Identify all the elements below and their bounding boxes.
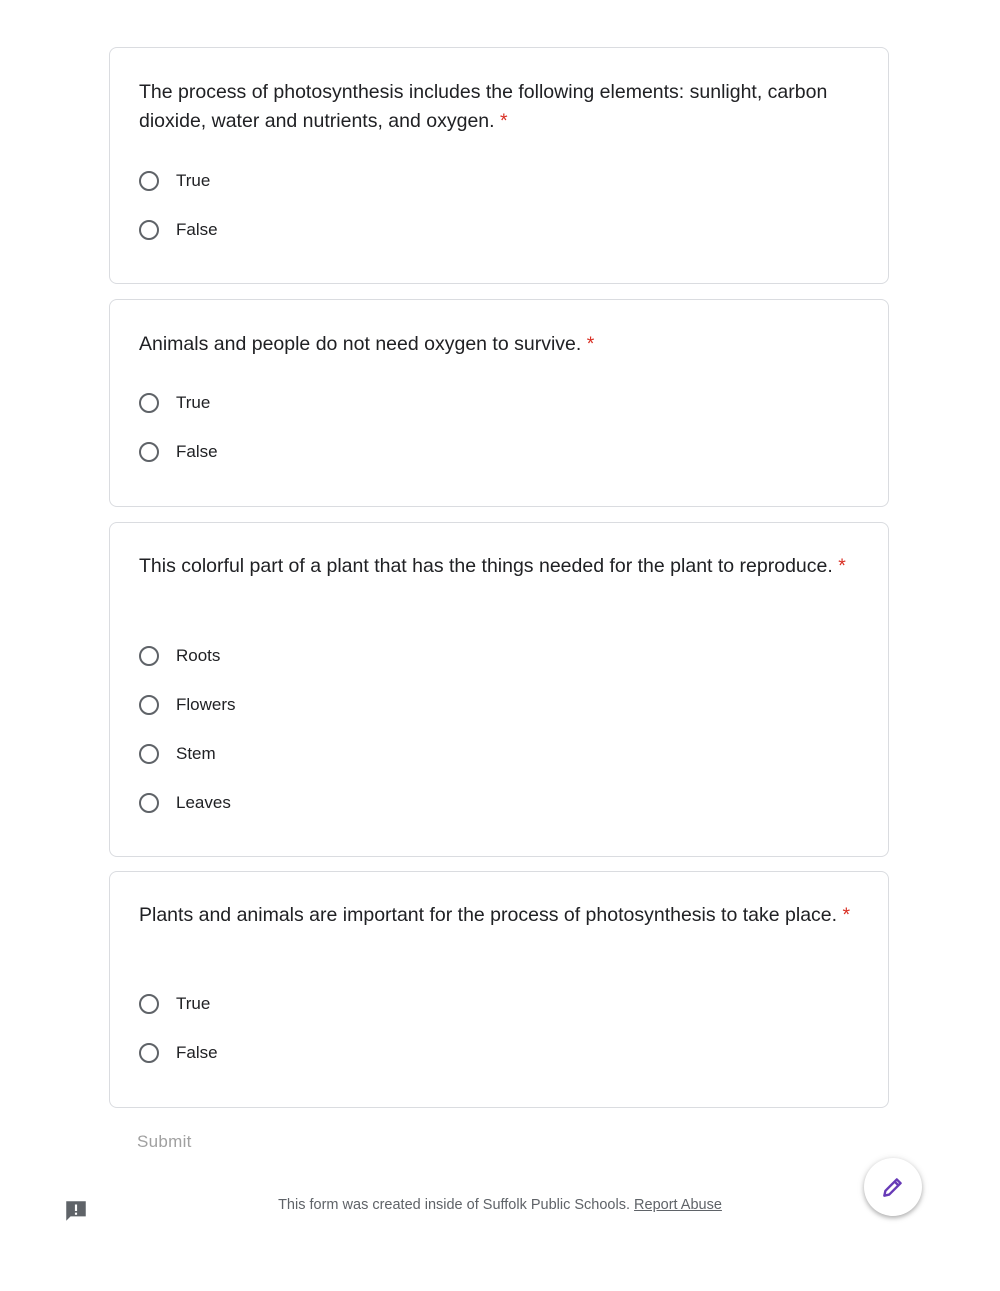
option-label: False <box>176 442 218 461</box>
question-title: Animals and people do not need oxygen to survive. * <box>139 333 595 355</box>
question-card-2 <box>109 299 889 507</box>
radio-button[interactable] <box>139 994 159 1014</box>
option-false[interactable] <box>139 216 218 244</box>
option-label: True <box>176 393 211 412</box>
option-label: False <box>176 220 218 239</box>
option-roots[interactable] <box>139 642 220 670</box>
radio-button[interactable] <box>139 171 159 191</box>
edit-button[interactable] <box>864 1158 922 1216</box>
required-marker: * <box>838 555 846 577</box>
option-flowers[interactable] <box>139 691 236 719</box>
option-stem[interactable] <box>139 740 216 768</box>
question-card-1 <box>109 47 889 284</box>
option-false[interactable] <box>139 1039 218 1067</box>
option-true[interactable] <box>139 167 210 195</box>
required-marker: * <box>499 110 508 132</box>
question-title: Plants and animals are important for the process of photosynthesis to take place. * <box>139 904 851 926</box>
required-marker: * <box>842 904 851 926</box>
radio-button[interactable] <box>139 695 159 715</box>
radio-button[interactable] <box>139 1043 159 1063</box>
question-title: The process of photosynthesis includes the following elements: sunlight, carbon dioxide, water and nutrients, and oxygen. * <box>139 81 828 132</box>
pencil-icon <box>880 1174 906 1200</box>
radio-button[interactable] <box>139 220 159 240</box>
option-true[interactable] <box>139 990 210 1018</box>
radio-button[interactable] <box>139 646 159 666</box>
radio-button[interactable] <box>139 393 159 413</box>
submit-button[interactable]: Submit <box>137 1132 192 1151</box>
radio-button[interactable] <box>139 793 159 813</box>
question-card-3 <box>109 522 889 857</box>
footer-text: This form was created inside of Suffolk Public Schools. <box>278 1197 631 1213</box>
option-label: Leaves <box>176 793 231 812</box>
option-label: True <box>176 994 211 1013</box>
required-marker: * <box>586 333 595 355</box>
option-label: Flowers <box>176 695 236 714</box>
option-label: Stem <box>176 744 216 763</box>
question-card-4 <box>109 871 889 1108</box>
option-true[interactable] <box>139 389 210 417</box>
report-abuse-link[interactable]: Report Abuse <box>634 1197 722 1213</box>
option-label: True <box>176 171 211 190</box>
question-title: This colorful part of a plant that has the things needed for the plant to reproduce. * <box>139 555 846 577</box>
radio-button[interactable] <box>139 744 159 764</box>
option-leaves[interactable] <box>139 789 231 817</box>
option-label: Roots <box>176 646 221 665</box>
footer <box>0 1197 1000 1213</box>
radio-button[interactable] <box>139 442 159 462</box>
option-false[interactable] <box>139 438 218 466</box>
option-label: False <box>176 1043 218 1062</box>
